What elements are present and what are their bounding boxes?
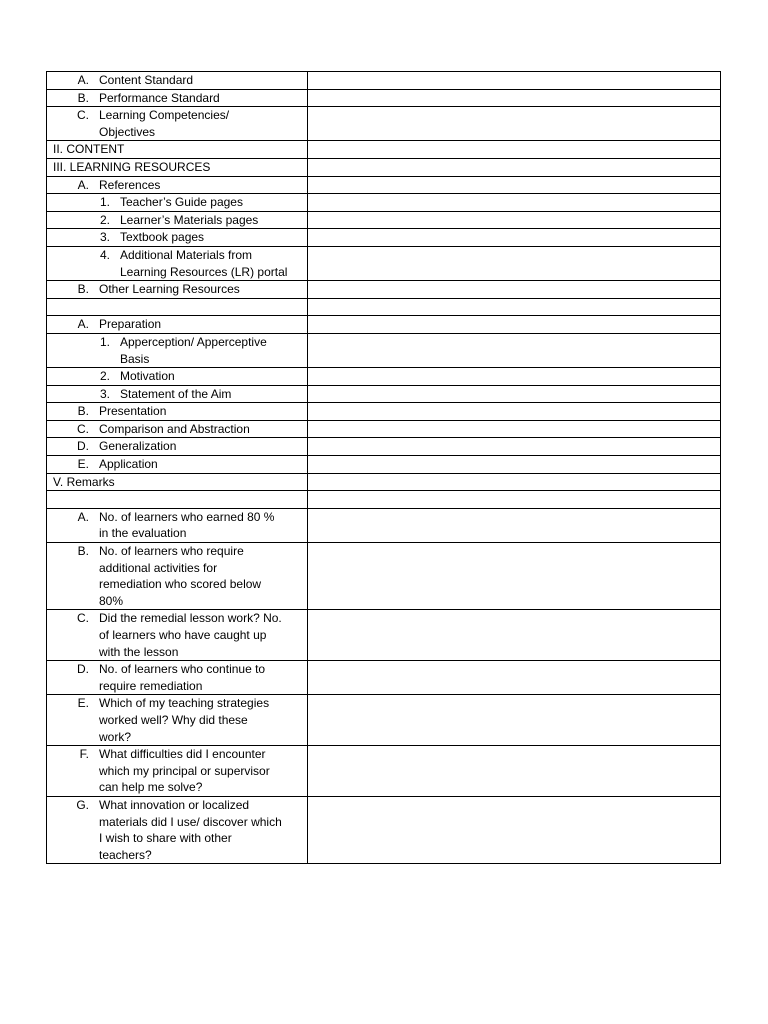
row-text-line: require remediation	[99, 678, 203, 693]
table-row	[47, 176, 721, 194]
row-label-cell	[47, 420, 308, 438]
row-marker: 2.	[99, 212, 110, 227]
table-row	[47, 438, 721, 456]
row-label-cell	[47, 746, 308, 797]
row-value-cell[interactable]	[308, 72, 721, 90]
table-row	[47, 403, 721, 421]
row-value-cell[interactable]	[308, 211, 721, 229]
row-item	[47, 695, 307, 745]
row-marker: E.	[77, 457, 89, 472]
row-marker: A.	[77, 509, 89, 524]
row-label-cell	[47, 229, 308, 247]
row-marker: C.	[77, 421, 89, 436]
row-label-cell	[47, 89, 308, 107]
row-label-cell	[47, 473, 308, 491]
row-text	[53, 159, 307, 176]
row-text-line: II. CONTENT	[53, 142, 125, 157]
row-label-cell	[47, 796, 308, 863]
row-text-line: can help me solve?	[99, 780, 203, 795]
row-marker: 1.	[99, 195, 110, 210]
row-text-line: What innovation or localized	[99, 797, 250, 812]
table-row	[47, 229, 721, 247]
row-text	[89, 456, 307, 473]
row-text	[89, 421, 307, 438]
table-row	[47, 368, 721, 386]
row-label-cell	[47, 333, 308, 367]
table-row	[47, 89, 721, 107]
row-text	[110, 386, 307, 403]
row-text-line: of learners who have caught up	[99, 628, 267, 642]
row-marker: 3.	[99, 230, 110, 245]
row-item	[47, 474, 307, 491]
row-text	[89, 438, 307, 455]
row-text-line: Performance Standard	[99, 90, 220, 105]
row-text-line: which my principal or supervisor	[99, 763, 270, 778]
row-value-cell[interactable]	[308, 491, 721, 509]
row-marker: B.	[77, 544, 89, 559]
row-value-cell[interactable]	[308, 473, 721, 491]
row-label-cell	[47, 246, 308, 280]
row-text-line: with the lesson	[99, 644, 179, 659]
table-row	[47, 610, 721, 661]
row-item	[47, 797, 307, 863]
row-text-line: materials did I use/ discover which	[99, 814, 282, 829]
lesson-plan-body	[47, 72, 721, 864]
row-text-line: additional activities for	[99, 560, 218, 575]
lesson-plan-table	[46, 71, 721, 864]
row-item	[47, 386, 307, 403]
row-text-line: Objectives	[99, 124, 156, 139]
row-text-line: I wish to share with other	[99, 831, 232, 846]
row-text-line: Other Learning Resources	[99, 282, 240, 297]
row-marker: 3.	[99, 386, 110, 401]
row-value-cell[interactable]	[308, 281, 721, 299]
row-text-line: Learning Competencies/	[99, 108, 230, 123]
row-value-cell[interactable]	[308, 229, 721, 247]
table-row	[47, 473, 721, 491]
row-value-cell[interactable]	[308, 695, 721, 746]
row-value-cell[interactable]	[308, 796, 721, 863]
row-text-line: Apperception/ Apperceptive	[120, 334, 267, 349]
row-item	[47, 746, 307, 796]
row-text	[89, 661, 307, 694]
row-text	[89, 610, 307, 660]
row-value-cell[interactable]	[308, 385, 721, 403]
row-value-cell[interactable]	[308, 89, 721, 107]
row-item	[47, 107, 307, 140]
row-item	[47, 194, 307, 211]
table-row	[47, 316, 721, 334]
row-item	[47, 368, 307, 385]
row-text-line: Presentation	[99, 404, 167, 419]
row-item	[47, 247, 307, 280]
row-text	[89, 107, 307, 140]
row-label-cell	[47, 141, 308, 159]
row-value-cell[interactable]	[308, 661, 721, 695]
row-item	[47, 229, 307, 246]
row-text-line: Additional Materials from	[120, 247, 253, 262]
row-text	[110, 334, 307, 367]
row-marker: B.	[77, 90, 89, 105]
row-text-line: Learner’s Materials pages	[120, 212, 259, 227]
row-label-cell	[47, 695, 308, 746]
row-text	[110, 368, 307, 385]
row-item	[47, 403, 307, 420]
row-text	[89, 543, 307, 609]
row-label-cell	[47, 610, 308, 661]
row-text-line: 80%	[99, 593, 124, 608]
row-label-cell	[47, 194, 308, 212]
row-text	[110, 194, 307, 211]
row-value-cell[interactable]	[308, 333, 721, 367]
row-item	[47, 334, 307, 367]
row-text	[89, 177, 307, 194]
row-marker: 1.	[99, 334, 110, 349]
row-item	[47, 543, 307, 609]
table-row	[47, 72, 721, 90]
table-row	[47, 456, 721, 474]
row-text-line: Textbook pages	[120, 230, 205, 245]
row-marker: C.	[77, 108, 89, 123]
row-value-cell[interactable]	[308, 543, 721, 610]
row-item	[47, 421, 307, 438]
row-marker: A.	[77, 177, 89, 192]
row-marker: 4.	[99, 247, 110, 262]
row-text	[53, 141, 307, 158]
table-row	[47, 543, 721, 610]
row-text	[89, 509, 307, 542]
row-marker: C.	[77, 611, 89, 626]
row-label-cell	[47, 368, 308, 386]
row-text-line: Generalization	[99, 439, 177, 454]
row-text	[110, 229, 307, 246]
row-item	[47, 316, 307, 333]
row-item	[47, 212, 307, 229]
row-text-line: Application	[99, 457, 158, 472]
table-row	[47, 246, 721, 280]
row-item	[47, 281, 307, 298]
row-label-cell	[47, 107, 308, 141]
row-marker: B.	[77, 282, 89, 297]
row-text-line: Comparison and Abstraction	[99, 421, 250, 436]
row-label-cell	[47, 438, 308, 456]
row-label-cell	[47, 158, 308, 176]
row-text	[89, 281, 307, 298]
table-row	[47, 158, 721, 176]
table-row	[47, 211, 721, 229]
table-row	[47, 420, 721, 438]
row-text-line: No. of learners who require	[99, 544, 244, 559]
row-text-line: Teacher’s Guide pages	[120, 195, 243, 210]
row-text	[110, 247, 307, 280]
row-text-line: References	[99, 177, 161, 192]
row-text-line: work?	[99, 729, 132, 744]
row-label-cell	[47, 72, 308, 90]
blank-row-space	[47, 299, 307, 316]
row-item	[47, 90, 307, 107]
row-value-cell[interactable]	[308, 438, 721, 456]
row-item	[47, 509, 307, 542]
table-row	[47, 508, 721, 542]
row-text-line: in the evaluation	[99, 526, 187, 541]
row-text	[89, 746, 307, 796]
row-text-line: No. of learners who earned 80 %	[99, 509, 275, 524]
row-value-cell[interactable]	[308, 316, 721, 334]
row-item	[47, 610, 307, 660]
row-text-line: No. of learners who continue to	[99, 662, 266, 677]
table-row	[47, 298, 721, 316]
row-marker: A.	[77, 73, 89, 87]
row-text-line: Did the remedial lesson work? No.	[99, 611, 282, 626]
row-label-cell	[47, 211, 308, 229]
row-value-cell[interactable]	[308, 141, 721, 159]
table-row	[47, 385, 721, 403]
row-value-cell[interactable]	[308, 246, 721, 280]
row-value-cell[interactable]	[308, 420, 721, 438]
blank-row-space	[47, 491, 307, 508]
row-item	[47, 159, 307, 176]
table-row	[47, 141, 721, 159]
row-item	[47, 177, 307, 194]
row-text	[89, 90, 307, 107]
row-item	[47, 72, 307, 89]
row-text-line: Motivation	[120, 369, 175, 384]
row-value-cell[interactable]	[308, 158, 721, 176]
row-marker: D.	[77, 662, 89, 677]
table-row	[47, 333, 721, 367]
row-text	[89, 72, 307, 89]
row-text-line: III. LEARNING RESOURCES	[53, 159, 211, 174]
row-text-line: worked well? Why did these	[99, 712, 248, 727]
row-value-cell[interactable]	[308, 610, 721, 661]
row-text-line: teachers?	[99, 847, 152, 862]
row-value-cell[interactable]	[308, 176, 721, 194]
row-label-cell	[47, 298, 308, 316]
row-text	[110, 212, 307, 229]
table-row	[47, 491, 721, 509]
table-row	[47, 746, 721, 797]
row-label-cell	[47, 456, 308, 474]
row-item	[47, 438, 307, 455]
table-row	[47, 695, 721, 746]
row-text-line: Preparation	[99, 317, 162, 332]
table-row	[47, 796, 721, 863]
row-value-cell[interactable]	[308, 298, 721, 316]
row-item	[47, 661, 307, 694]
row-label-cell	[47, 491, 308, 509]
row-marker: G.	[76, 797, 89, 812]
row-text	[89, 403, 307, 420]
row-label-cell	[47, 508, 308, 542]
row-text-line: Which of my teaching strategies	[99, 696, 270, 711]
row-text-line: Statement of the Aim	[120, 386, 232, 401]
row-value-cell[interactable]	[308, 508, 721, 542]
row-text-line: What difficulties did I encounter	[99, 747, 266, 762]
row-text-line: V. Remarks	[53, 474, 115, 489]
table-row	[47, 661, 721, 695]
row-marker: D.	[77, 439, 89, 454]
row-label-cell	[47, 281, 308, 299]
row-value-cell[interactable]	[308, 368, 721, 386]
row-text-line: Basis	[120, 351, 150, 366]
row-label-cell	[47, 176, 308, 194]
row-value-cell[interactable]	[308, 456, 721, 474]
row-text	[89, 695, 307, 745]
row-text-line: Content Standard	[99, 73, 194, 87]
row-text-line: Learning Resources (LR) portal	[120, 264, 288, 279]
row-marker: F.	[79, 747, 89, 762]
row-label-cell	[47, 316, 308, 334]
row-value-cell[interactable]	[308, 107, 721, 141]
row-value-cell[interactable]	[308, 194, 721, 212]
row-value-cell[interactable]	[308, 403, 721, 421]
table-row	[47, 107, 721, 141]
table-row	[47, 194, 721, 212]
row-item	[47, 456, 307, 473]
row-marker: E.	[77, 696, 89, 711]
row-text-line: remediation who scored below	[99, 577, 262, 592]
row-label-cell	[47, 385, 308, 403]
row-label-cell	[47, 403, 308, 421]
row-text	[89, 316, 307, 333]
row-marker: B.	[77, 404, 89, 419]
row-text	[89, 797, 307, 863]
row-value-cell[interactable]	[308, 746, 721, 797]
row-marker: 2.	[99, 369, 110, 384]
row-text	[53, 474, 307, 491]
table-row	[47, 281, 721, 299]
row-label-cell	[47, 661, 308, 695]
row-label-cell	[47, 543, 308, 610]
row-item	[47, 141, 307, 158]
row-marker: A.	[77, 317, 89, 332]
